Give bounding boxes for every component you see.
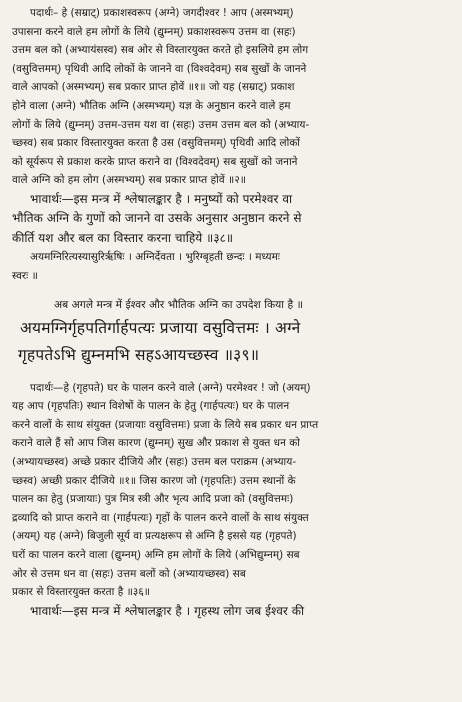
text-line: होने वाला (अग्ने) भौतिक अग्नि (अस्मभ्यम्) यज्ञ के अनुष्ठान करने वाले हम bbox=[12, 99, 291, 112]
mantra-line: अयमग्निर्गृहपतिर्गार्हपत्यः प्रजाया वसुवित्तमः । अग्ने bbox=[20, 318, 301, 337]
text-line: ओर से उत्तम धन वा (सहः) उत्तम बलों को (अभ्यायच्छस्व) सब bbox=[12, 567, 246, 580]
rishi-devata-chhanda bbox=[12, 248, 452, 285]
text-line: पदार्थः– हे (सम्राट्) प्रकाशस्वरूप (अग्ने) जगदीश्वर ! आप (अस्मभ्यम्) bbox=[30, 7, 294, 19]
text-line: उत्तम बल को (अभ्यायंसस्व) सब ओर से विस्तारयुक्त करते हो इसलिये हम लोग bbox=[12, 44, 309, 57]
text-line: पदार्थः—हे (गृहपते) घर के पालन करने वाले (अग्ने) परमेश्वर ! जो (अयम्) bbox=[30, 381, 311, 394]
text-line: कीर्ति यश और बल का विस्तार करना चाहिये ॥३८॥ bbox=[12, 230, 234, 245]
text-line: (अभ्यायच्छस्व) अच्छे प्रकार दीजिये और (सहः) उत्तम बल पराक्रम (अभ्याय- bbox=[12, 456, 297, 468]
text-line: यह आप (गृहपतिः) स्थान विशेषों के पालन के हेतु (गार्हपत्यः) घर के पालन bbox=[12, 400, 290, 413]
text-line: लोगों के लिये (द्युम्नम्) उत्तम-उत्तम यश वा (सहः) उत्तम उत्तम बल को (अभ्याय- bbox=[12, 118, 310, 131]
text-line: घरों का पालन करने वाला (द्युम्नम्) अग्नि हम लोगों के लिये (अभिद्युम्नम्) सब bbox=[12, 548, 300, 561]
text-line: प्रकार से विस्तारयुक्त करता है ॥३६॥ bbox=[12, 586, 151, 599]
mantra-line: गृहपतेऽभि द्युम्नमभि सहऽआयच्छस्व ॥३९॥ bbox=[18, 345, 260, 364]
text-line: उपासना करने वाले हम लोगों के लिये (द्युम्नम्) प्रकाशस्वरूप उत्तम वा (सहः) bbox=[12, 25, 296, 38]
text-line: कराने वाले हैं सो आप जिस कारण (द्युम्नम्) सुख और प्रकाश से युक्त धन को bbox=[12, 437, 301, 450]
text-line: स्वरः ॥ bbox=[12, 270, 38, 283]
text-line: पालन का हेतु (प्रजायाः) पुत्र मित्र स्त्री और भृत्य आदि प्रजा को (वसुवित्तमः) bbox=[12, 493, 294, 506]
text-line: वाले आपको (अस्मभ्यम्) सब प्रकार प्राप्त होवें ॥१॥ जो यह (सम्राट्) प्रकाश bbox=[12, 81, 295, 94]
text-line: भौतिक अग्नि के गुणों को जानने वा उसके अनुसार अनुष्ठान करने से bbox=[12, 211, 302, 226]
text-line: को सूर्यरूप से प्रकाश करके प्राप्त कराने वा (विश्वदेवम्) सब सुखों को जनाने bbox=[12, 155, 298, 168]
padartha-block-1 bbox=[12, 4, 452, 190]
mantra-block bbox=[12, 315, 452, 369]
text-line: (वसुवित्तमम्) पृथिवी आदि लोकों के जानने वा (विश्वदेवम्) सब सुखों के जानने bbox=[12, 62, 307, 75]
intro-line: अब अगले मन्त्र में ईश्वर और भौतिक अग्नि का उपदेश किया है ॥ bbox=[54, 298, 303, 311]
bhavartha-line: भावार्थः—इस मन्त्र में श्लेषालङ्कार है । गृहस्थ लोग जब ईश्वर की bbox=[30, 603, 305, 618]
text-line: वाले अग्नि को हम लोग (अस्मभ्यम्) सब प्रकार प्राप्त होवें ॥२॥ bbox=[12, 174, 247, 187]
text-line: द्रव्यादि को प्राप्त कराने वा (गार्हपत्यः) गृहों के पालन करने वालों के साथ संयुक्त bbox=[12, 511, 309, 524]
text-line: (अयम्) यह (अग्ने) बिजुली सूर्य वा प्रत्यक्षरूप से अग्नि है इससे यह (गृहपते) bbox=[12, 530, 297, 543]
text-line: करने वालों के साथ संयुक्त (प्रजायाः वसुवित्तमः) प्रजा के लिये सब प्रकार धन प्राप्त bbox=[12, 418, 319, 431]
text-line: च्छस्व) अच्छी प्रकार दीजिये ॥१॥ जिस कारण जो (गृहपतिः) उत्तम स्थानों के bbox=[12, 474, 296, 487]
text-line: च्छस्व) सब प्रकार विस्तारयुक्त करता है उस (वसुवित्तमम्) पृथिवी आदि लोकों bbox=[12, 137, 301, 150]
text-line: भावार्थः—इस मन्त्र में श्लेषालङ्कार है । मनुष्यों को परमेश्वर वा bbox=[30, 191, 293, 206]
bhavartha-block-1 bbox=[12, 190, 452, 249]
padartha-block-2 bbox=[12, 379, 452, 602]
text-line: अयमग्निरित्यस्यासुरिर्ऋषिः । अग्निर्देवता । भुरिग्बृहती छन्दः । मध्यमः bbox=[30, 251, 280, 264]
